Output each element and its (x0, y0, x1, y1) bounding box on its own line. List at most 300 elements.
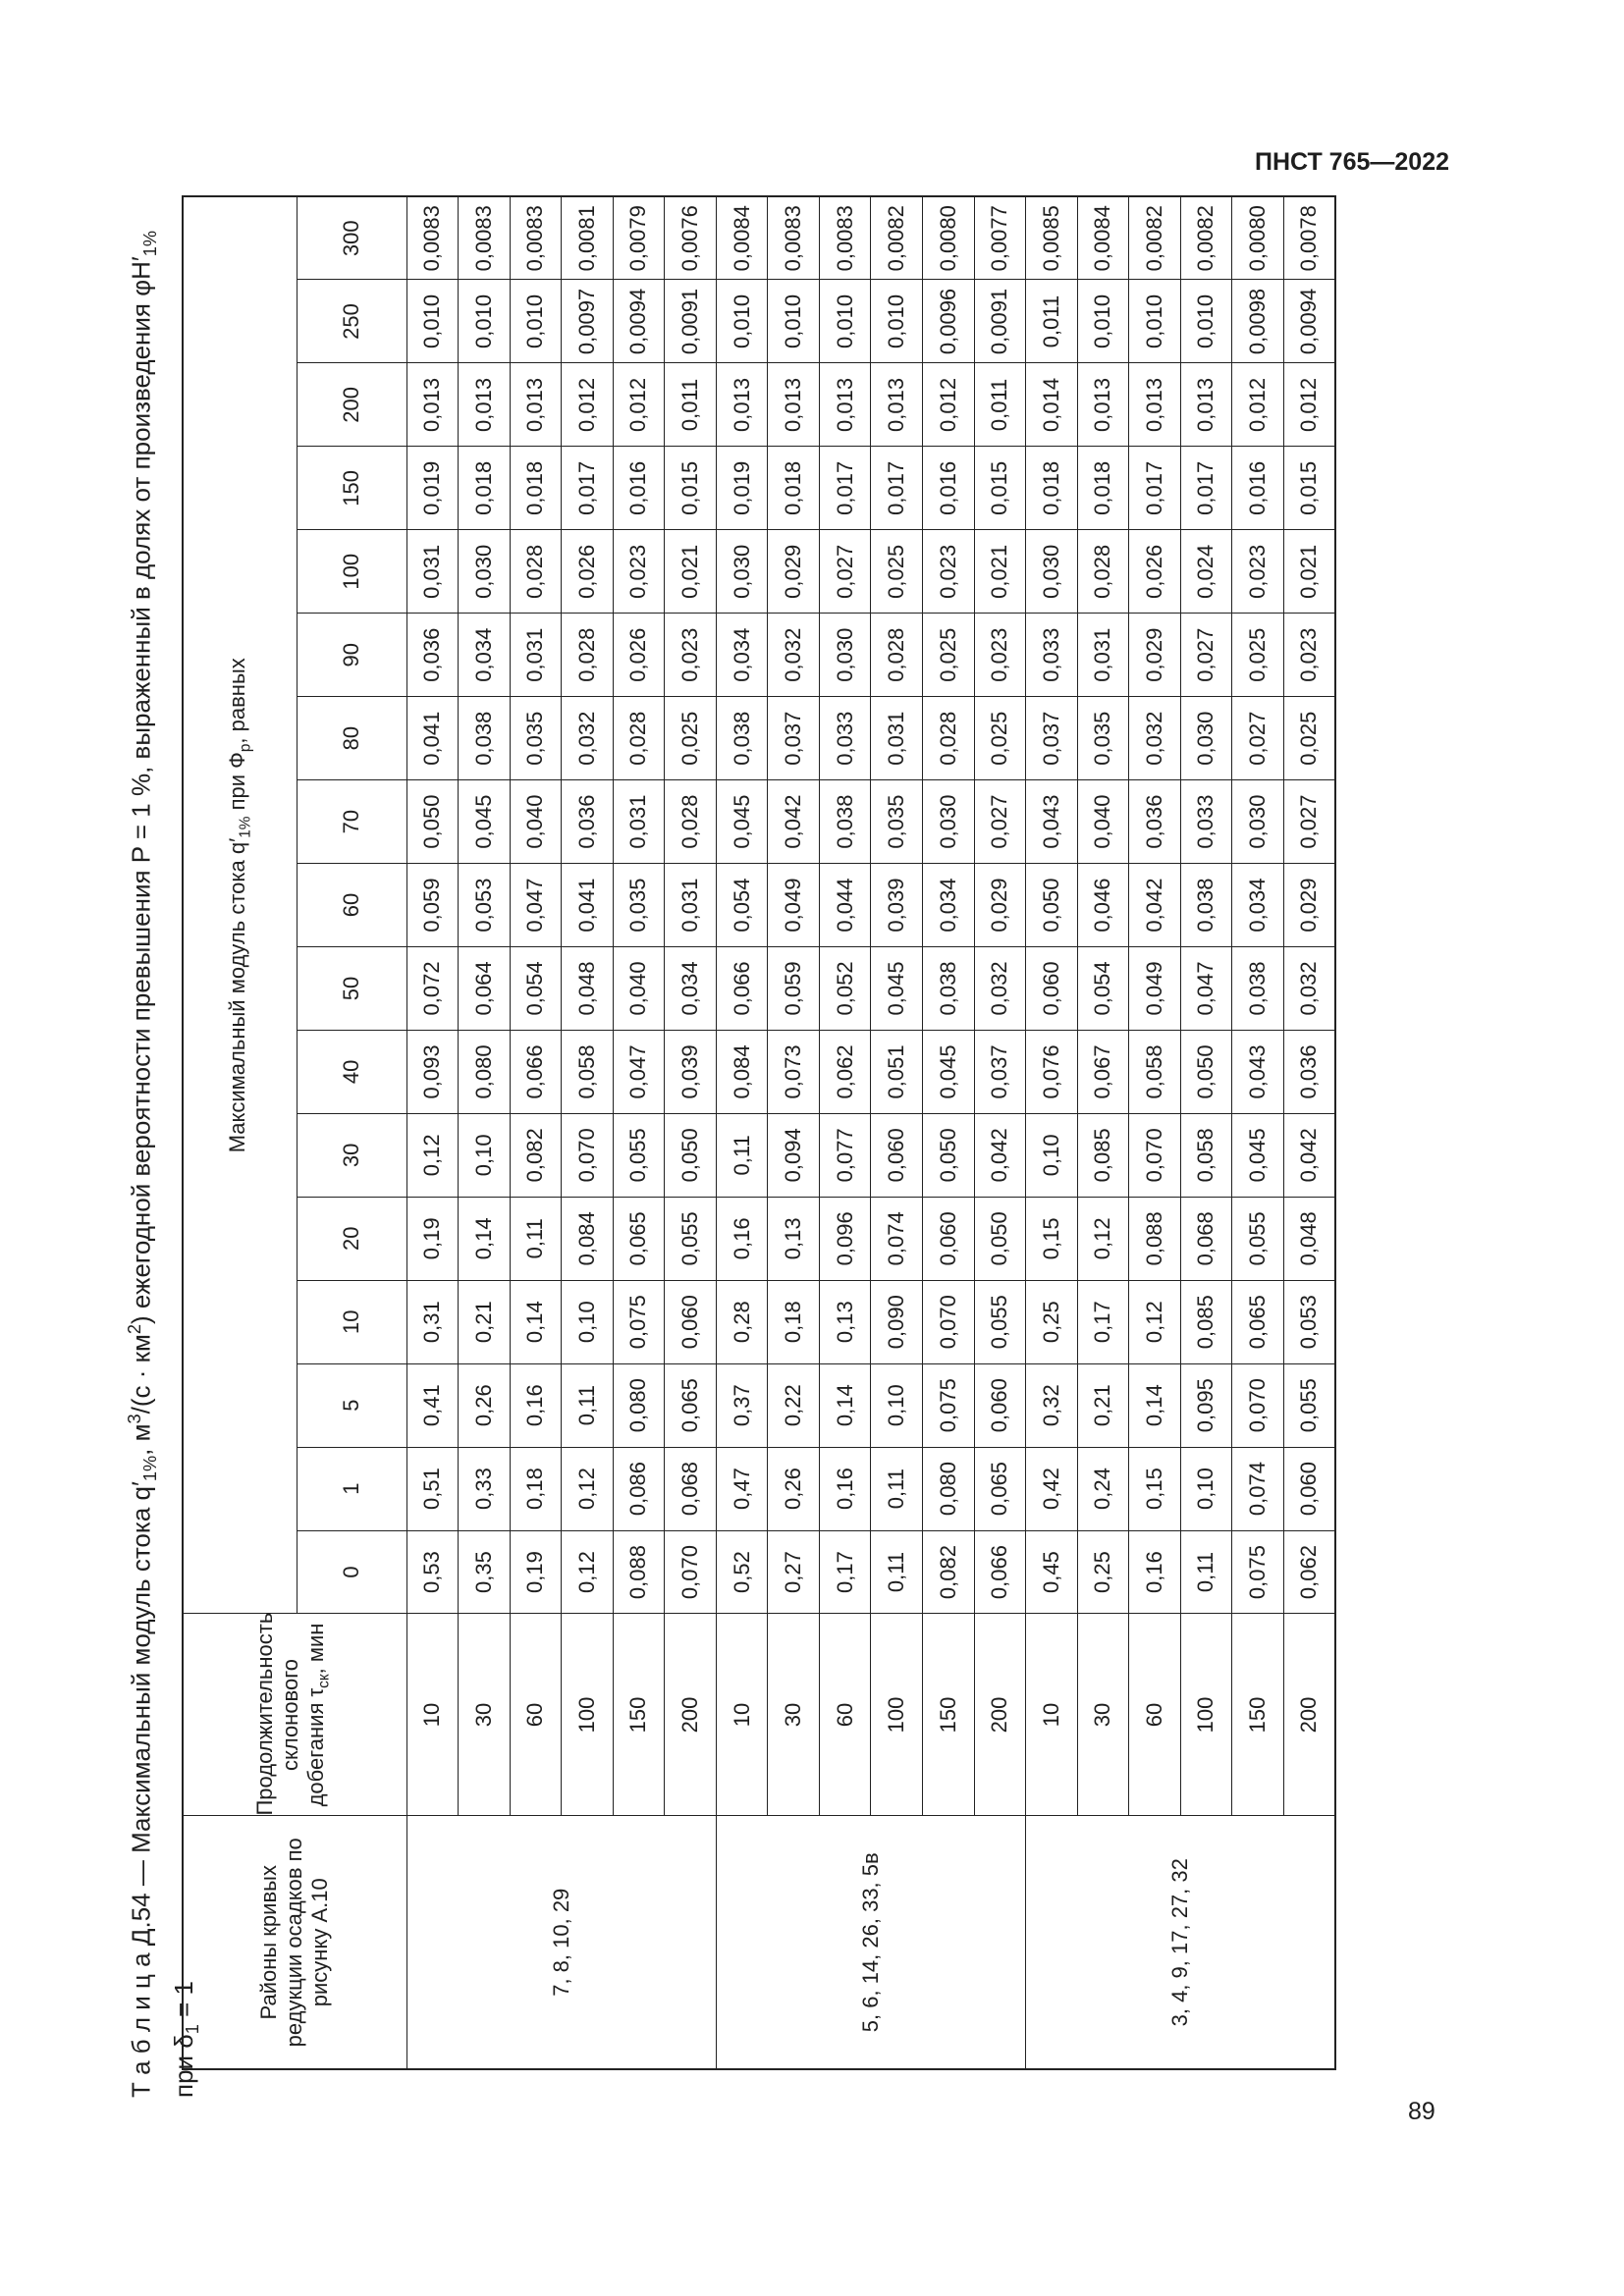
district-column-header: Районы кривых редукции осадков по рисунку А.10 (183, 1816, 406, 2069)
value-cell: 0,19 (406, 1197, 459, 1280)
value-cell: 0,11 (871, 1447, 923, 1530)
value-cell: 0,017 (819, 447, 871, 530)
value-cell: 0,0098 (1232, 280, 1284, 363)
value-cell: 0,13 (768, 1197, 820, 1280)
value-cell: 0,012 (613, 363, 665, 447)
value-cell: 0,080 (613, 1363, 665, 1447)
value-cell: 0,027 (1283, 780, 1335, 864)
value-cell: 0,080 (459, 1030, 511, 1113)
duration-header-sub: ск (315, 1674, 333, 1688)
value-cell: 0,10 (1026, 1113, 1078, 1197)
value-cell: 0,14 (459, 1197, 511, 1280)
caption-sup-2: 2 (125, 1324, 144, 1335)
value-cell: 0,016 (922, 447, 974, 530)
value-cell: 0,043 (1232, 1030, 1284, 1113)
value-cell: 0,0097 (562, 280, 614, 363)
table-row (974, 196, 1026, 2069)
value-cell: 0,060 (665, 1280, 717, 1363)
value-cell: 0,023 (1283, 614, 1335, 697)
value-cell: 0,41 (406, 1363, 459, 1447)
value-cell: 0,093 (406, 1030, 459, 1113)
duration-cell: 150 (922, 1614, 974, 1816)
table-row (1026, 196, 1078, 2069)
value-cell: 0,050 (665, 1113, 717, 1197)
value-cell: 0,016 (613, 447, 665, 530)
value-cell: 0,24 (1077, 1447, 1129, 1530)
phi-header-cell: 300 (297, 196, 406, 280)
value-cell: 0,038 (716, 697, 768, 780)
value-cell: 0,028 (922, 697, 974, 780)
value-cell: 0,0082 (871, 196, 923, 280)
value-cell: 0,10 (871, 1363, 923, 1447)
value-cell: 0,53 (406, 1530, 459, 1614)
duration-cell: 100 (1180, 1614, 1232, 1816)
phi-header-cell: 40 (297, 1030, 406, 1113)
value-cell: 0,010 (768, 280, 820, 363)
value-cell: 0,064 (459, 947, 511, 1031)
table-row (716, 196, 768, 2069)
value-cell: 0,053 (459, 864, 511, 947)
value-cell: 0,042 (974, 1113, 1026, 1197)
value-cell: 0,012 (1232, 363, 1284, 447)
value-cell: 0,023 (974, 614, 1026, 697)
table-row (768, 196, 820, 2069)
value-cell: 0,028 (510, 530, 562, 614)
value-cell: 0,010 (1077, 280, 1129, 363)
phi-header-cell: 150 (297, 447, 406, 530)
value-cell: 0,085 (1180, 1280, 1232, 1363)
value-cell: 0,082 (922, 1530, 974, 1614)
value-cell: 0,042 (1129, 864, 1181, 947)
phi-header-cell: 200 (297, 363, 406, 447)
value-cell: 0,0077 (974, 196, 1026, 280)
value-cell: 0,024 (1180, 530, 1232, 614)
value-cell: 0,033 (819, 697, 871, 780)
table-row (1180, 196, 1232, 2069)
value-cell: 0,085 (1077, 1113, 1129, 1197)
phi-header-cell: 250 (297, 280, 406, 363)
value-cell: 0,010 (1180, 280, 1232, 363)
table-row (922, 196, 974, 2069)
value-cell: 0,15 (1129, 1447, 1181, 1530)
value-cell: 0,13 (819, 1280, 871, 1363)
value-cell: 0,010 (1129, 280, 1181, 363)
value-cell: 0,028 (613, 697, 665, 780)
caption-line2-b: = 1 (168, 1981, 198, 2025)
value-cell: 0,047 (510, 864, 562, 947)
value-cell: 0,042 (1283, 1113, 1335, 1197)
value-cell: 0,075 (1232, 1530, 1284, 1614)
value-cell: 0,012 (922, 363, 974, 447)
value-cell: 0,034 (922, 864, 974, 947)
value-cell: 0,060 (1026, 947, 1078, 1031)
value-cell: 0,18 (768, 1280, 820, 1363)
value-cell: 0,037 (974, 1030, 1026, 1113)
duration-cell: 200 (665, 1614, 717, 1816)
value-cell: 0,25 (1026, 1280, 1078, 1363)
value-cell: 0,0081 (562, 196, 614, 280)
value-cell: 0,049 (768, 864, 820, 947)
value-cell: 0,075 (922, 1363, 974, 1447)
duration-cell: 30 (768, 1614, 820, 1816)
value-cell: 0,0076 (665, 196, 717, 280)
value-cell: 0,21 (1077, 1363, 1129, 1447)
value-cell: 0,065 (974, 1447, 1026, 1530)
value-cell: 0,039 (665, 1030, 717, 1113)
caption-text-3: /(с · км (126, 1334, 156, 1415)
value-cell: 0,0094 (613, 280, 665, 363)
value-cell: 0,042 (768, 780, 820, 864)
page-number: 89 (1408, 2098, 1435, 2125)
value-cell: 0,015 (974, 447, 1026, 530)
value-cell: 0,047 (1180, 947, 1232, 1031)
value-cell: 0,053 (1283, 1280, 1335, 1363)
value-cell: 0,17 (819, 1530, 871, 1614)
phi-header-cell: 20 (297, 1197, 406, 1280)
value-cell: 0,037 (1026, 697, 1078, 780)
value-cell: 0,12 (562, 1530, 614, 1614)
value-cell: 0,030 (459, 530, 511, 614)
value-cell: 0,28 (716, 1280, 768, 1363)
value-cell: 0,065 (1232, 1280, 1284, 1363)
value-cell: 0,011 (665, 363, 717, 447)
value-cell: 0,018 (510, 447, 562, 530)
value-cell: 0,14 (1129, 1363, 1181, 1447)
value-cell: 0,035 (1077, 697, 1129, 780)
value-cell: 0,059 (406, 864, 459, 947)
value-cell: 0,021 (974, 530, 1026, 614)
value-cell: 0,023 (922, 530, 974, 614)
value-cell: 0,026 (1129, 530, 1181, 614)
value-cell: 0,018 (768, 447, 820, 530)
value-cell: 0,010 (819, 280, 871, 363)
value-cell: 0,065 (613, 1197, 665, 1280)
caption-text-1: — Максимальный модуль стока q′ (126, 1481, 156, 1894)
value-cell: 0,050 (1180, 1030, 1232, 1113)
value-cell: 0,0078 (1283, 196, 1335, 280)
duration-cell: 150 (613, 1614, 665, 1816)
value-cell: 0,013 (871, 363, 923, 447)
value-cell: 0,0083 (768, 196, 820, 280)
group-header-text-2: при Ф (225, 752, 250, 817)
value-cell: 0,088 (1129, 1197, 1181, 1280)
caption-text-2: , м (126, 1423, 156, 1456)
value-cell: 0,058 (1129, 1030, 1181, 1113)
duration-cell: 200 (974, 1614, 1026, 1816)
value-cell: 0,21 (459, 1280, 511, 1363)
value-cell: 0,070 (562, 1113, 614, 1197)
value-cell: 0,013 (459, 363, 511, 447)
value-cell: 0,16 (819, 1447, 871, 1530)
value-cell: 0,031 (510, 614, 562, 697)
value-cell: 0,055 (1232, 1197, 1284, 1280)
value-cell: 0,013 (1077, 363, 1129, 447)
value-cell: 0,028 (871, 614, 923, 697)
value-cell: 0,025 (665, 697, 717, 780)
value-cell: 0,013 (510, 363, 562, 447)
value-cell: 0,027 (1180, 614, 1232, 697)
value-cell: 0,070 (1129, 1113, 1181, 1197)
value-cell: 0,10 (1180, 1447, 1232, 1530)
value-cell: 0,080 (922, 1447, 974, 1530)
table-row (871, 196, 923, 2069)
value-cell: 0,030 (819, 614, 871, 697)
value-cell: 0,062 (1283, 1530, 1335, 1614)
value-cell: 0,049 (1129, 947, 1181, 1031)
value-cell: 0,035 (871, 780, 923, 864)
value-cell: 0,045 (871, 947, 923, 1031)
value-cell: 0,028 (1077, 530, 1129, 614)
duration-header-text: Продолжительность склонового добегания τ (252, 1612, 329, 1816)
phi-header-cell: 0 (297, 1530, 406, 1614)
phi-header-cell: 10 (297, 1280, 406, 1363)
value-cell: 0,048 (1283, 1197, 1335, 1280)
value-cell: 0,11 (510, 1197, 562, 1280)
value-cell: 0,028 (665, 780, 717, 864)
value-cell: 0,051 (871, 1030, 923, 1113)
value-cell: 0,072 (406, 947, 459, 1031)
value-cell: 0,025 (922, 614, 974, 697)
value-cell: 0,030 (716, 530, 768, 614)
value-cell: 0,25 (1077, 1530, 1129, 1614)
value-cell: 0,035 (510, 697, 562, 780)
table-row (613, 196, 665, 2069)
value-cell: 0,066 (510, 1030, 562, 1113)
value-cell: 0,060 (974, 1363, 1026, 1447)
value-cell: 0,017 (871, 447, 923, 530)
value-cell: 0,055 (974, 1280, 1026, 1363)
value-cell: 0,010 (871, 280, 923, 363)
value-cell: 0,038 (1232, 947, 1284, 1031)
value-cell: 0,023 (613, 530, 665, 614)
value-cell: 0,055 (613, 1113, 665, 1197)
value-cell: 0,012 (562, 363, 614, 447)
value-cell: 0,023 (665, 614, 717, 697)
value-cell: 0,22 (768, 1363, 820, 1447)
district-cell: 7, 8, 10, 29 (406, 1816, 716, 2069)
value-cell: 0,26 (459, 1363, 511, 1447)
value-cell: 0,013 (716, 363, 768, 447)
value-cell: 0,027 (1232, 697, 1284, 780)
duration-cell: 10 (1026, 1614, 1078, 1816)
value-cell: 0,032 (974, 947, 1026, 1031)
duration-cell: 10 (406, 1614, 459, 1816)
value-cell: 0,16 (716, 1197, 768, 1280)
value-cell: 0,032 (1283, 947, 1335, 1031)
duration-cell: 100 (871, 1614, 923, 1816)
value-cell: 0,0082 (1129, 196, 1181, 280)
value-cell: 0,029 (768, 530, 820, 614)
value-cell: 0,12 (406, 1113, 459, 1197)
value-cell: 0,067 (1077, 1030, 1129, 1113)
table-row (665, 196, 717, 2069)
value-cell: 0,070 (665, 1530, 717, 1614)
value-cell: 0,036 (1129, 780, 1181, 864)
caption-sup-1: 3 (125, 1414, 144, 1424)
value-cell: 0,075 (613, 1280, 665, 1363)
value-cell: 0,084 (716, 1030, 768, 1113)
value-cell: 0,013 (1180, 363, 1232, 447)
value-cell: 0,0096 (922, 280, 974, 363)
runoff-group-header (183, 196, 297, 1614)
value-cell: 0,31 (406, 1280, 459, 1363)
value-cell: 0,15 (1026, 1197, 1078, 1280)
value-cell: 0,043 (1026, 780, 1078, 864)
value-cell: 0,082 (510, 1113, 562, 1197)
value-cell: 0,025 (1232, 614, 1284, 697)
value-cell: 0,0083 (510, 196, 562, 280)
table-row (1283, 196, 1335, 2069)
value-cell: 0,0083 (406, 196, 459, 280)
table-row (510, 196, 562, 2069)
runoff-table (182, 195, 1336, 2070)
value-cell: 0,038 (459, 697, 511, 780)
value-cell: 0,012 (1283, 363, 1335, 447)
value-cell: 0,0083 (819, 196, 871, 280)
duration-column-header (183, 1614, 406, 1816)
value-cell: 0,27 (768, 1530, 820, 1614)
value-cell: 0,038 (819, 780, 871, 864)
value-cell: 0,052 (819, 947, 871, 1031)
value-cell: 0,068 (1180, 1197, 1232, 1280)
value-cell: 0,031 (613, 780, 665, 864)
caption-sub-2: 1% (139, 230, 160, 257)
value-cell: 0,084 (562, 1197, 614, 1280)
value-cell: 0,036 (406, 614, 459, 697)
value-cell: 0,045 (459, 780, 511, 864)
value-cell: 0,11 (871, 1530, 923, 1614)
value-cell: 0,034 (1232, 864, 1284, 947)
value-cell: 0,027 (974, 780, 1026, 864)
phi-header-cell: 80 (297, 697, 406, 780)
value-cell: 0,19 (510, 1530, 562, 1614)
value-cell: 0,030 (1180, 697, 1232, 780)
value-cell: 0,029 (1129, 614, 1181, 697)
value-cell: 0,038 (1180, 864, 1232, 947)
caption-sub-1: 1% (139, 1455, 160, 1482)
value-cell: 0,14 (819, 1363, 871, 1447)
value-cell: 0,11 (1180, 1530, 1232, 1614)
value-cell: 0,12 (562, 1447, 614, 1530)
value-cell: 0,040 (613, 947, 665, 1031)
value-cell: 0,0094 (1283, 280, 1335, 363)
value-cell: 0,52 (716, 1530, 768, 1614)
value-cell: 0,013 (1129, 363, 1181, 447)
value-cell: 0,013 (768, 363, 820, 447)
value-cell: 0,033 (1026, 614, 1078, 697)
value-cell: 0,073 (768, 1030, 820, 1113)
value-cell: 0,041 (406, 697, 459, 780)
value-cell: 0,0080 (1232, 196, 1284, 280)
value-cell: 0,029 (1283, 864, 1335, 947)
value-cell: 0,094 (768, 1113, 820, 1197)
value-cell: 0,058 (1180, 1113, 1232, 1197)
table-row (406, 196, 459, 2069)
value-cell: 0,041 (562, 864, 614, 947)
value-cell: 0,017 (1180, 447, 1232, 530)
value-cell: 0,37 (716, 1363, 768, 1447)
value-cell: 0,0084 (716, 196, 768, 280)
phi-header-cell: 30 (297, 1113, 406, 1197)
value-cell: 0,054 (510, 947, 562, 1031)
value-cell: 0,046 (1077, 864, 1129, 947)
value-cell: 0,16 (1129, 1530, 1181, 1614)
duration-cell: 150 (1232, 1614, 1284, 1816)
duration-cell: 200 (1283, 1614, 1335, 1816)
value-cell: 0,0085 (1026, 196, 1078, 280)
value-cell: 0,026 (562, 530, 614, 614)
document-code: ПНСТ 765—2022 (1255, 148, 1449, 176)
value-cell: 0,095 (1180, 1363, 1232, 1447)
value-cell: 0,039 (871, 864, 923, 947)
value-cell: 0,054 (716, 864, 768, 947)
value-cell: 0,088 (613, 1530, 665, 1614)
value-cell: 0,032 (768, 614, 820, 697)
duration-cell: 60 (1129, 1614, 1181, 1816)
value-cell: 0,023 (1232, 530, 1284, 614)
value-cell: 0,14 (510, 1280, 562, 1363)
value-cell: 0,018 (1077, 447, 1129, 530)
value-cell: 0,050 (406, 780, 459, 864)
value-cell: 0,060 (922, 1197, 974, 1280)
value-cell: 0,062 (819, 1030, 871, 1113)
value-cell: 0,032 (1129, 697, 1181, 780)
value-cell: 0,077 (819, 1113, 871, 1197)
duration-header-unit: , мин (303, 1623, 329, 1675)
duration-cell: 30 (459, 1614, 511, 1816)
value-cell: 0,26 (768, 1447, 820, 1530)
value-cell: 0,11 (562, 1363, 614, 1447)
value-cell: 0,12 (1077, 1197, 1129, 1280)
value-cell: 0,026 (613, 614, 665, 697)
value-cell: 0,014 (1026, 363, 1078, 447)
value-cell: 0,030 (922, 780, 974, 864)
phi-header-cell: 70 (297, 780, 406, 864)
value-cell: 0,086 (613, 1447, 665, 1530)
value-cell: 0,16 (510, 1363, 562, 1447)
phi-header-cell: 60 (297, 864, 406, 947)
duration-cell: 60 (819, 1614, 871, 1816)
value-cell: 0,010 (406, 280, 459, 363)
value-cell: 0,017 (562, 447, 614, 530)
value-cell: 0,045 (716, 780, 768, 864)
value-cell: 0,066 (974, 1530, 1026, 1614)
table-row (819, 196, 871, 2069)
value-cell: 0,044 (819, 864, 871, 947)
value-cell: 0,47 (716, 1447, 768, 1530)
value-cell: 0,048 (562, 947, 614, 1031)
value-cell: 0,0084 (1077, 196, 1129, 280)
value-cell: 0,0091 (665, 280, 717, 363)
value-cell: 0,040 (1077, 780, 1129, 864)
value-cell: 0,030 (1026, 530, 1078, 614)
value-cell: 0,010 (510, 280, 562, 363)
value-cell: 0,016 (1232, 447, 1284, 530)
value-cell: 0,037 (768, 697, 820, 780)
value-cell: 0,015 (1283, 447, 1335, 530)
value-cell: 0,030 (1232, 780, 1284, 864)
value-cell: 0,013 (406, 363, 459, 447)
value-cell: 0,068 (665, 1447, 717, 1530)
caption-text-4: ) ежегодной вероятности превышения P = 1 %, выраженный в долях от произведения φH′ (126, 256, 156, 1324)
value-cell: 0,029 (974, 864, 1026, 947)
value-cell: 0,038 (922, 947, 974, 1031)
value-cell: 0,066 (716, 947, 768, 1031)
value-cell: 0,013 (819, 363, 871, 447)
value-cell: 0,11 (716, 1113, 768, 1197)
value-cell: 0,33 (459, 1447, 511, 1530)
caption-line2-a: при δ (168, 2034, 198, 2098)
